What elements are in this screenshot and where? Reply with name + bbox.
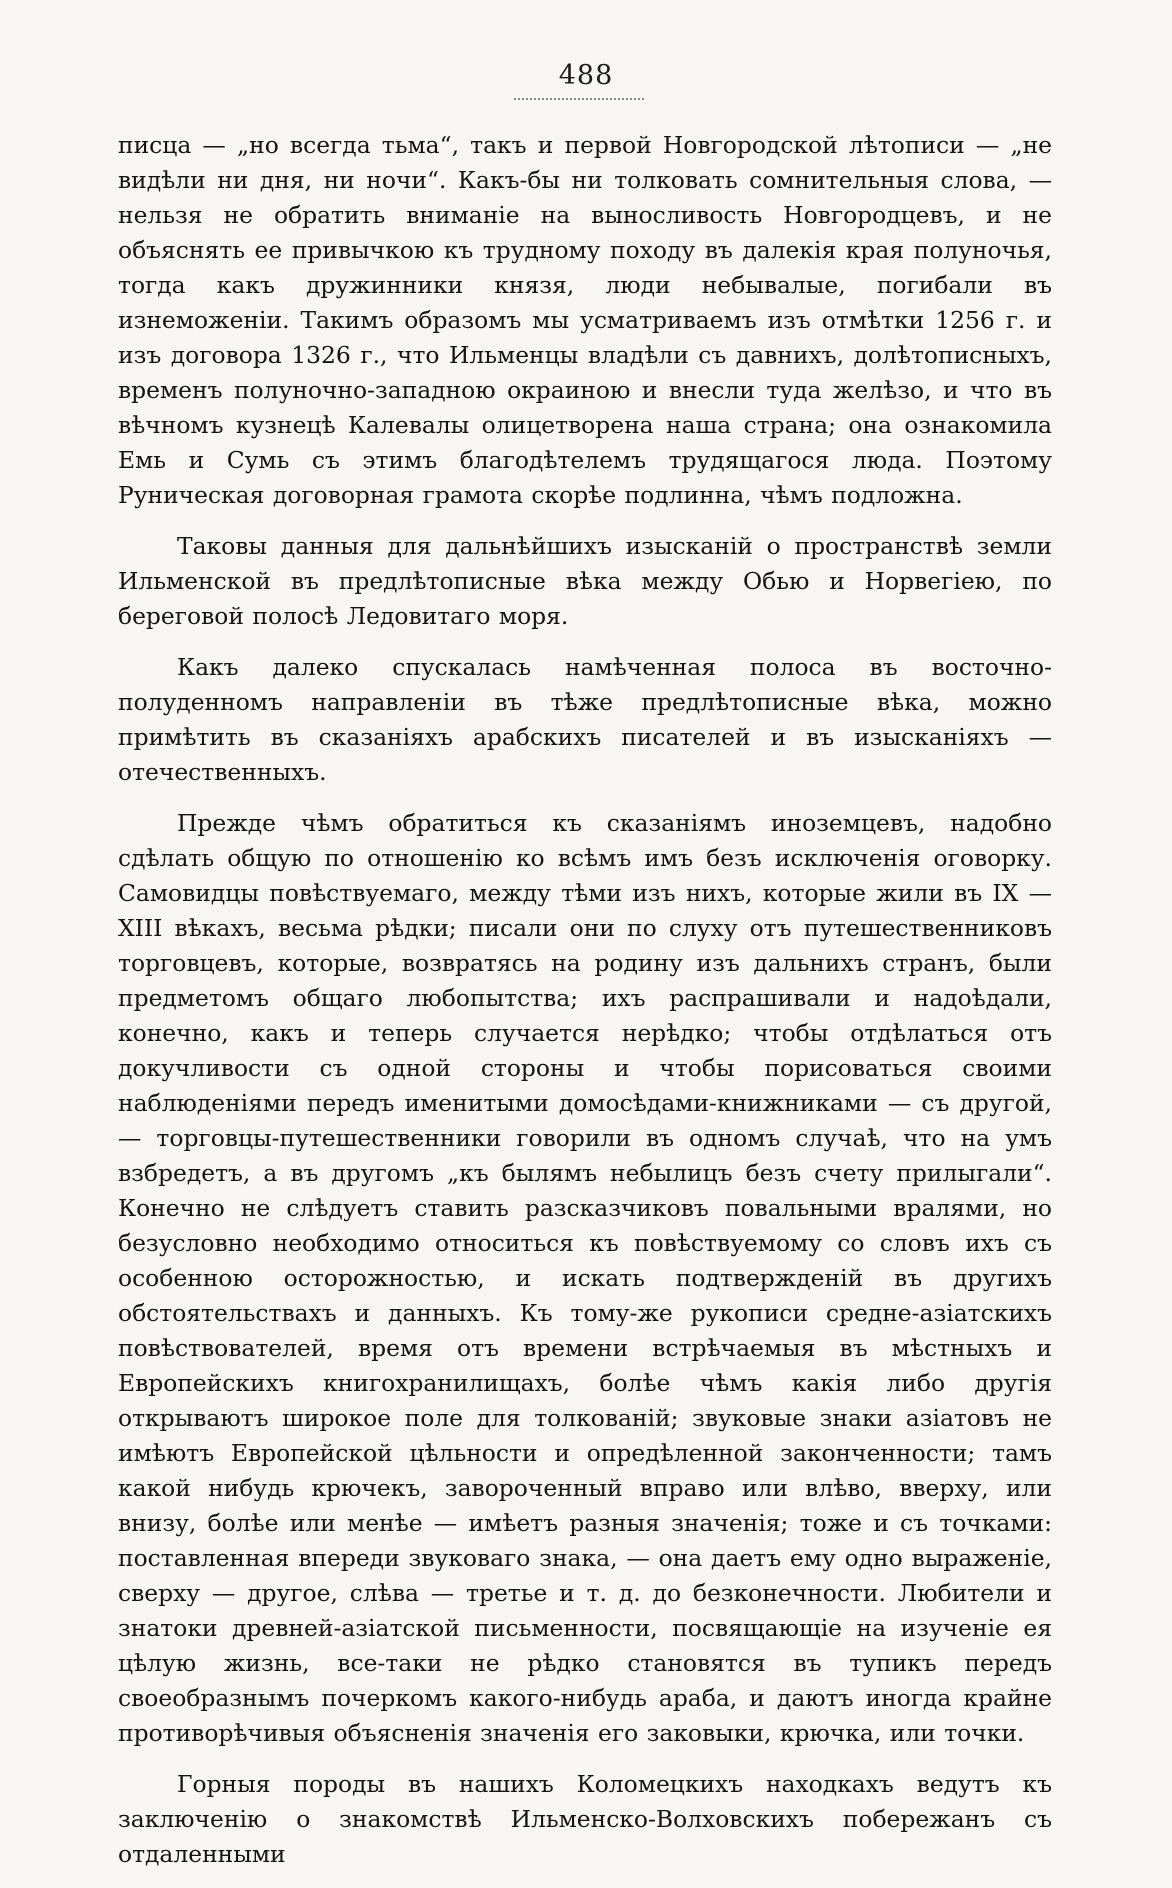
paragraph-3: Какъ далеко спускалась намѣченная полоса въ восточно-полуденномъ направленіи въ тѣже предлѣтописные вѣка, можно примѣтить въ сказаніяхъ арабскихъ писателей и въ изысканіяхъ — отечественныхъ.: [118, 653, 1052, 786]
paragraph-4: Прежде чѣмъ обратиться къ сказаніямъ иноземцевъ, надобно сдѣлать общую по отношенію ко всѣмъ имъ безъ исключенія оговорку. Самовидцы повѣствуемаго, между тѣми изъ нихъ, которые жили въ IX — XIII вѣкахъ, весьма рѣдки; писали они по слуху отъ путешественниковъ торговцевъ, которые, возвратясь на родину изъ дальнихъ странъ, были предметомъ общаго любопытства; ихъ распрашивали и надоѣдали, конечно, какъ и теперь случается нерѣдко; чтобы отдѣлаться отъ докучливости съ одной стороны и чтобы порисоваться своими наблюденіями передъ именитыми домосѣдами-книжниками — съ другой, — торговцы-путешественники говорили въ одномъ случаѣ, что на умъ взбредетъ, а въ другомъ „къ былямъ небылицъ безъ счету прилыгали“. Конечно не слѣдуетъ ставить разсказчиковъ повальными вралями, но безусловно необходимо относиться къ повѣствуемому со словъ ихъ съ особенною осторожностью, и искать подтвержденій въ другихъ обстоятельствахъ и данныхъ. Къ тому-же рукописи средне-азіатскихъ повѣствователей, время отъ времени встрѣчаемыя въ мѣстныхъ и Европейскихъ книгохранилищахъ, болѣе чѣмъ какія либо другія открываютъ широкое поле для толкованій; звуковые знаки азіатовъ не имѣютъ Европейской цѣльности и опредѣленной законченности; тамъ какой нибудь крючекъ, завороченный вправо или влѣво, вверху, или внизу, болѣе или менѣе — имѣетъ разныя значенія; тоже и съ точками: поставленная впереди звуковаго знака, — она даетъ ему одно выраженіе, сверху — другое, слѣва — третье и т. д. до безконечности. Любители и знатоки древней-азіатской письменности, посвящающіе на изученіе ея цѣлую жизнь, все-таки не рѣдко становятся въ тупикъ передъ своеобразнымъ почеркомъ какого-нибудь араба, и даютъ иногда крайне противорѣчивыя объясненія значенія его заковыки, крючка, или точки.: [118, 809, 1052, 1747]
page-number: 488: [558, 60, 614, 91]
paragraph-5: Горныя породы въ нашихъ Коломецкихъ находкахъ ведутъ къ заключенію о знакомствѣ Ильменско-Волховскихъ побережанъ съ отдаленными: [118, 1770, 1052, 1868]
paragraph-1: писца — „но всегда тьма“, такъ и первой Новгородской лѣтописи — „не видѣли ни дня, ни ночи“. Какъ-бы ни толковать сомнительныя слова, — нельзя не обратить вниманіе на выносливость Новгородцевъ, и не объяснять ее привычкою къ трудному походу въ далекія края полуночья, тогда какъ дружинники князя, люди небывалые, погибали въ изнеможеніи. Такимъ образомъ мы усматриваемъ изъ отмѣтки 1256 г. и изъ договора 1326 г., что Ильменцы владѣли съ давнихъ, долѣтописныхъ, временъ полуночно-западною окраиною и внесли туда желѣзо, и что въ вѣчномъ кузнецѣ Калевалы олицетворена наша страна; она ознакомила Емь и Сумь съ этимъ благодѣтелемъ трудящагося люда. Поэтому Руническая договорная грамота скорѣе подлинна, чѣмъ подложна.: [118, 131, 1052, 509]
paragraph-2: Таковы данныя для дальнѣйшихъ изысканій о пространствѣ земли Ильменской въ предлѣтописные вѣка между Обью и Норвегіею, по береговой полосѣ Ледовитаго моря.: [118, 532, 1052, 630]
body-text: [118, 128, 1052, 1888]
header-rule: [514, 98, 644, 100]
